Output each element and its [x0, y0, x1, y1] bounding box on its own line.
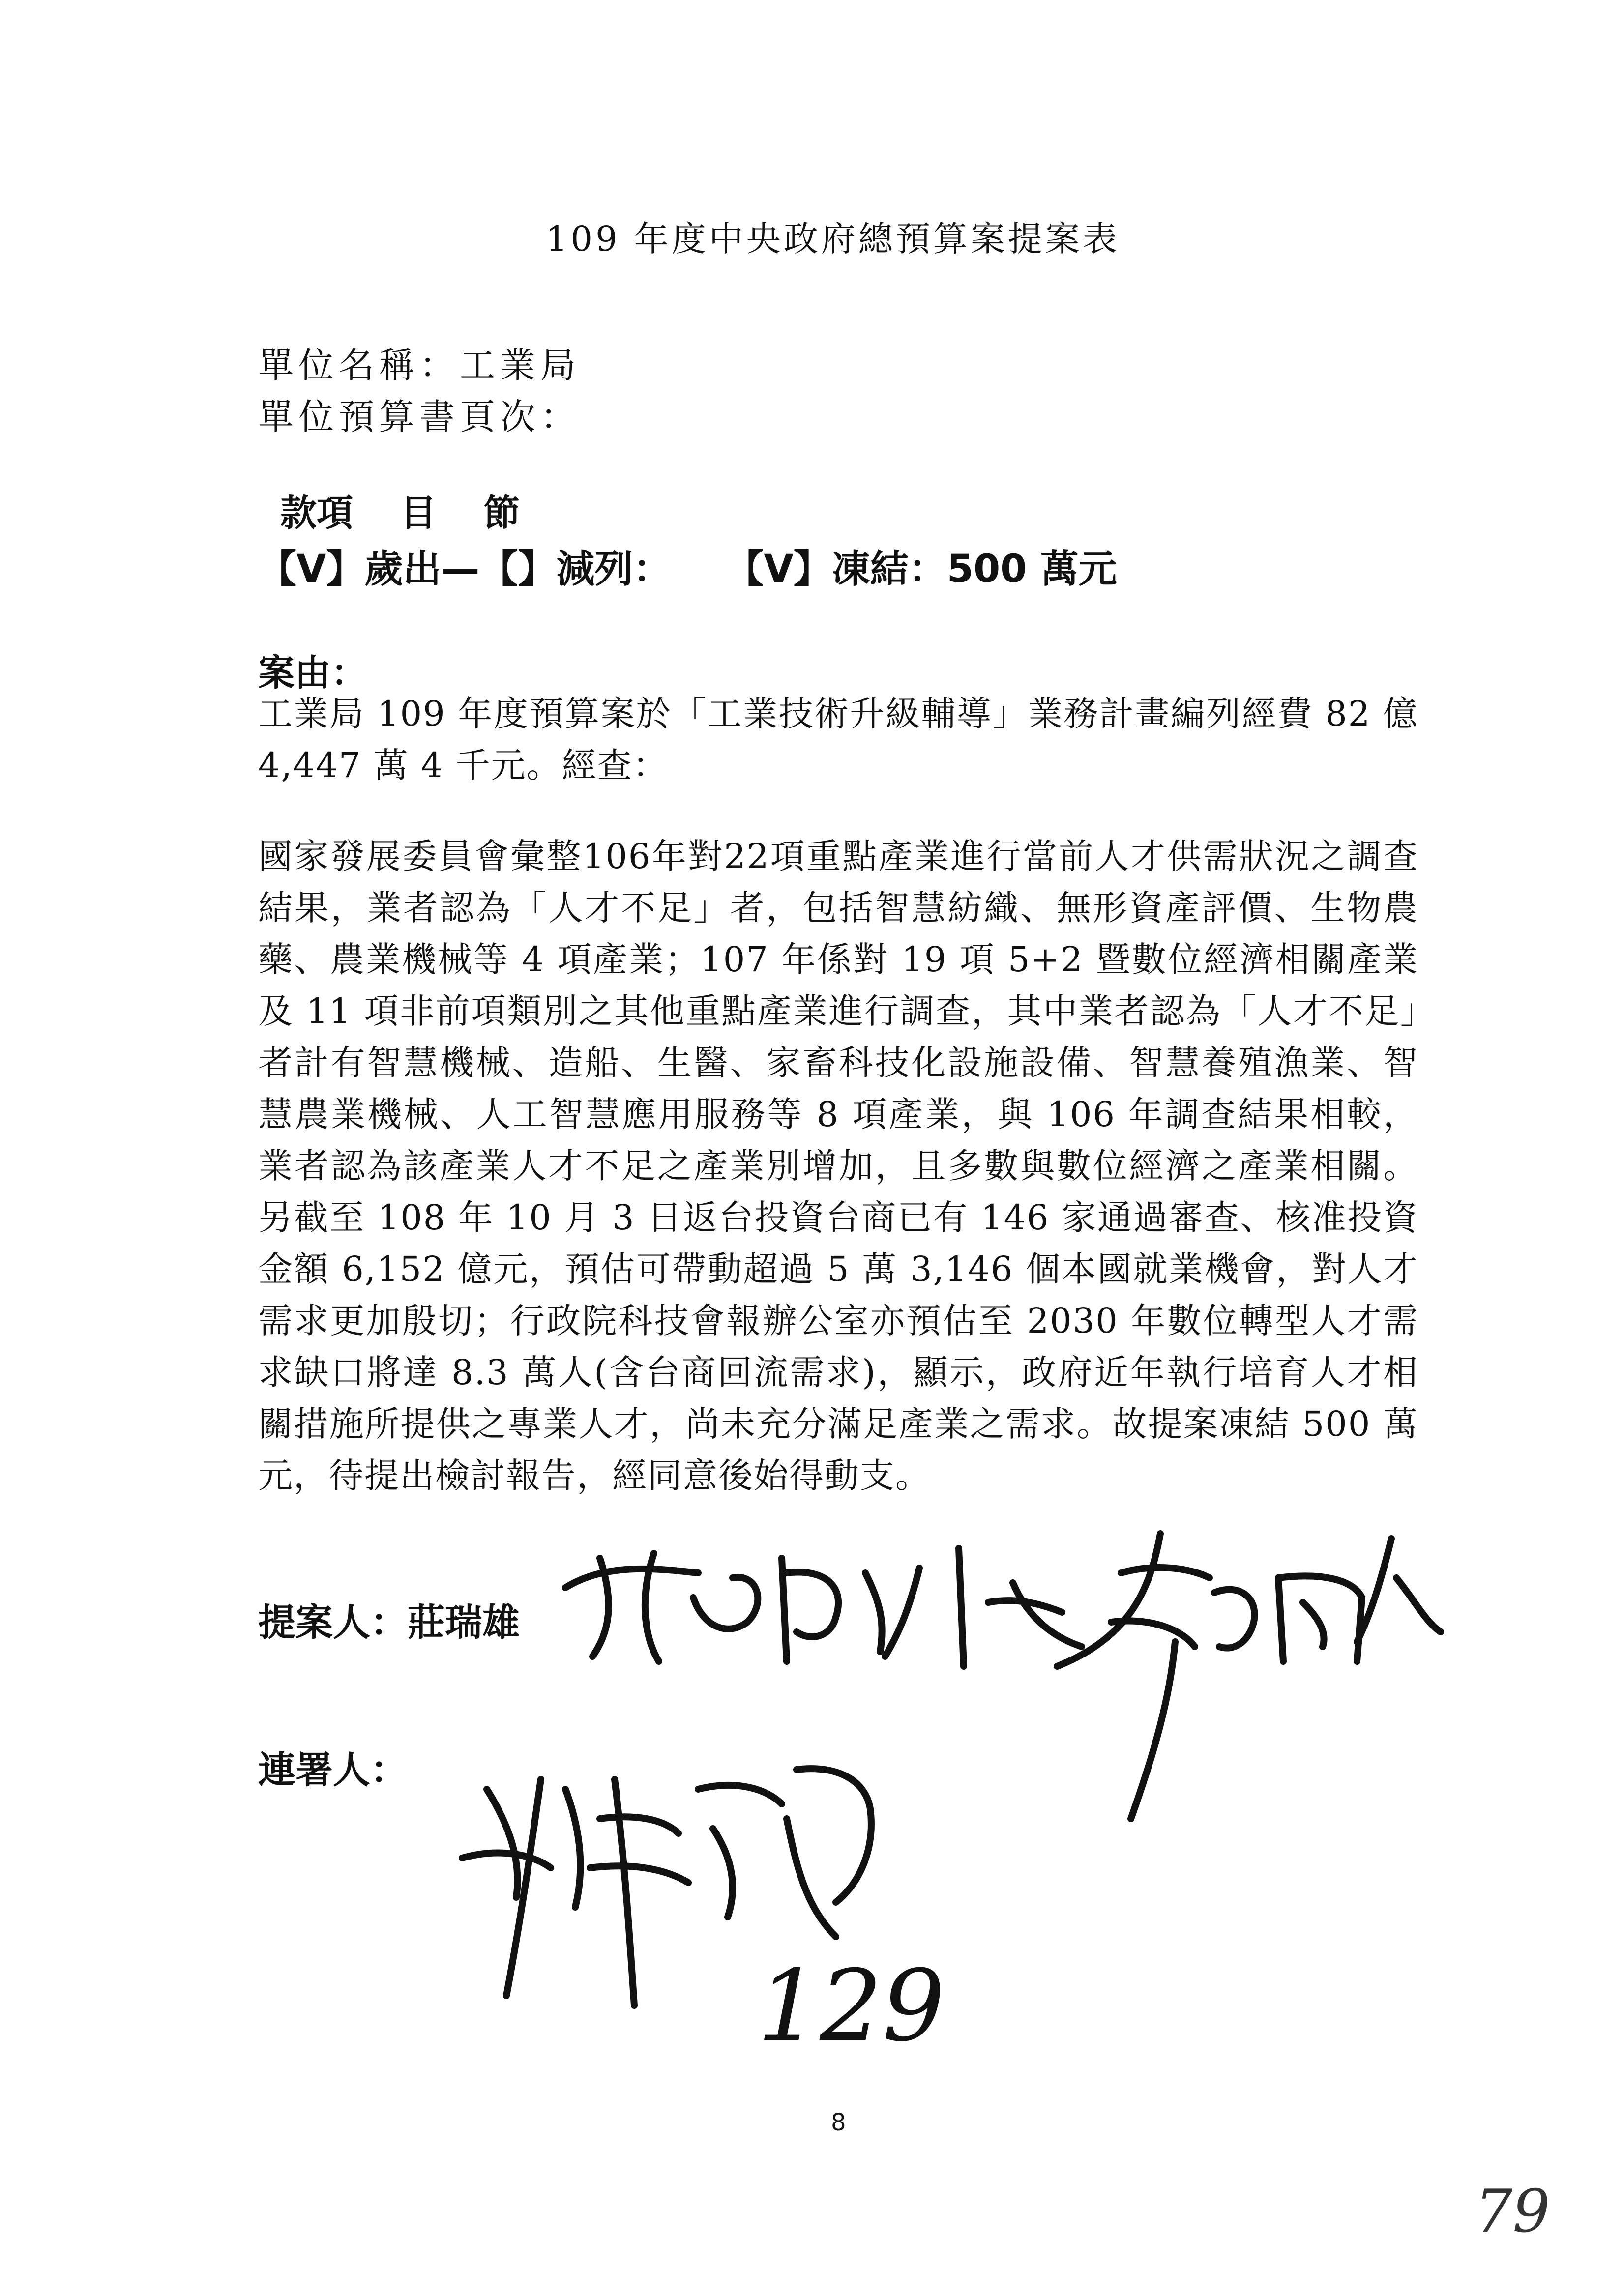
reason-label: 案由： — [258, 652, 367, 694]
document-title: 109 年度中央政府總預算案提案表 — [546, 219, 1120, 259]
reason-paragraph-body: 國家發展委員會彙整106年對22項重點產業進行當前人才供需狀況之調查結果，業者認為「人才不足」者，包括智慧紡織、無形資產評價、生物農藥、農業機械等 4 項產業；107 年係對 19 項 5+2 暨數位經濟相關產業及 11 項非前項類別之其他重點產業進行調查，其中業者認為「人才不足」者計有智慧機械、造船、生醫、家畜科技化設施設備、智慧養殖漁業、智慧農業機械、人工智慧應用服務等 8 項產業，與 106 年調查結果相較，業者認為該產業人才不足之產業別增加，且多數與數位經濟之產業相關。另截至 108 年 10 月 3 日返台投資台商已有 146 家通過審查、核准投資金額 6,152 億元，預估可帶動超過 5 萬 3,146 個本國就業機會，對人才需求更加殷切；行政院科技會報辦公室亦預估至 2030 年數位轉型人才需求缺口將達 8.3 萬人(含台商回流需求)，顯示，政府近年執行培育人才相關措施所提供之專業人才，尚未充分滿足產業之需求。故提案凍結 500 萬元，待提出檢討報告，經同意後始得動支。 — [258, 836, 1418, 1496]
action-line — [258, 538, 1117, 593]
reason-paragraph-intro: 工業局 109 年度預算案於「工業技術升級輔導」業務計畫編列經費 82 億 4,447 萬 4 千元。經查： — [258, 694, 1418, 785]
cosigner-label: 連署人： — [258, 1748, 408, 1792]
freeze-amount: 【V】凍結：500 萬元 — [725, 547, 1117, 591]
page-number: 8 — [831, 2109, 846, 2136]
signature-cosigner — [462, 1769, 871, 2005]
corner-mark: 79 — [1475, 2178, 1550, 2246]
mu-label: 目 — [400, 492, 437, 534]
signature-right — [1057, 1534, 1441, 1819]
unit-budget-page: 單位預算書頁次： — [258, 396, 581, 437]
proposer-label: 提案人：莊瑞雄 — [258, 1600, 520, 1644]
signature-proposer — [565, 1548, 1082, 1666]
kuan-xiang-line — [280, 484, 555, 536]
jie-label: 節 — [483, 492, 520, 534]
unit-name: 單位名稱：工業局 — [258, 345, 581, 386]
kuan-xiang-label: 款項 — [280, 492, 353, 534]
handwritten-number: 129 — [757, 1949, 945, 2063]
expenditure-reduction: 【V】歲出—【】減列： — [258, 547, 672, 591]
